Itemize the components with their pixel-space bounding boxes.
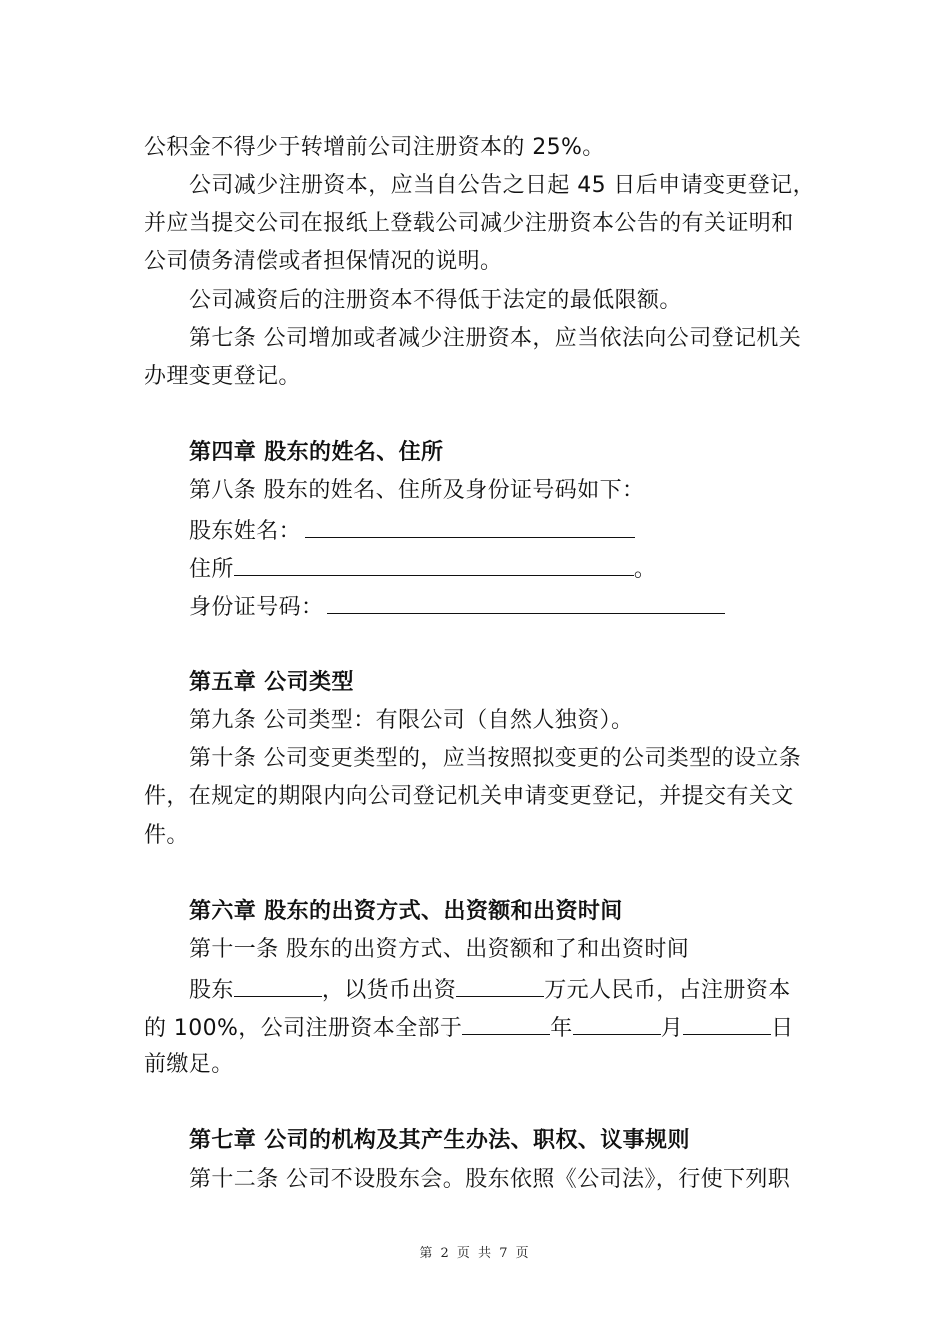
contribution-year-blank bbox=[462, 1012, 550, 1035]
shareholder-address-row bbox=[189, 553, 656, 585]
paragraph-capital-reduction-3: 公司债务清偿或者担保情况的说明。 bbox=[144, 249, 503, 274]
article-10-line-3: 件。 bbox=[144, 823, 189, 848]
article-7-line-2: 办理变更登记。 bbox=[144, 364, 301, 389]
shareholder-id-label: 身份证号码： bbox=[189, 595, 324, 620]
paragraph-reserve-fund: 公积金不得少于转增前公司注册资本的 25%。 bbox=[144, 135, 605, 160]
contribution-currency-label: 万元人民币，占注册资本 bbox=[544, 978, 791, 1003]
article-9: 第九条 公司类型：有限公司（自然人独资）。 bbox=[189, 708, 634, 733]
article-10-line-1: 第十条 公司变更类型的，应当按照拟变更的公司类型的设立条 bbox=[189, 746, 802, 771]
contribution-row-3: 前缴足。 bbox=[144, 1052, 234, 1077]
chapter-6-heading: 第六章 股东的出资方式、出资额和出资时间 bbox=[189, 899, 623, 924]
contribution-shareholder-label: 股东 bbox=[189, 978, 234, 1003]
contribution-shareholder-blank bbox=[234, 974, 322, 997]
contribution-day-blank bbox=[683, 1012, 771, 1035]
article-7-line-1: 第七条 公司增加或者减少注册资本，应当依法向公司登记机关 bbox=[189, 326, 802, 351]
article-12: 第十二条 公司不设股东会。股东依照《公司法》，行使下列职 bbox=[189, 1167, 791, 1192]
shareholder-name-label: 股东姓名： bbox=[189, 519, 302, 544]
shareholder-name-blank bbox=[305, 515, 635, 538]
contribution-row-2 bbox=[144, 1012, 794, 1044]
chapter-4-heading: 第四章 股东的姓名、住所 bbox=[189, 440, 444, 465]
contribution-row-1 bbox=[189, 974, 791, 1006]
contribution-month-label: 月 bbox=[660, 1016, 684, 1041]
contribution-month-blank bbox=[573, 1012, 661, 1035]
contribution-percent-label: 的 100%，公司注册资本全部于 bbox=[144, 1016, 463, 1041]
contribution-cash-label: ，以货币出资 bbox=[321, 978, 457, 1003]
contribution-amount-blank bbox=[456, 974, 544, 997]
paragraph-minimum-capital: 公司减资后的注册资本不得低于法定的最低限额。 bbox=[189, 288, 682, 313]
shareholder-address-label: 住所 bbox=[189, 557, 234, 582]
shareholder-id-blank bbox=[327, 591, 725, 614]
contribution-year-label: 年 bbox=[550, 1016, 573, 1041]
article-11: 第十一条 股东的出资方式、出资额和了和出资时间 bbox=[189, 937, 690, 962]
chapter-5-heading: 第五章 公司类型 bbox=[189, 670, 354, 695]
chapter-7-heading: 第七章 公司的机构及其产生办法、职权、议事规则 bbox=[189, 1128, 690, 1153]
shareholder-address-end: 。 bbox=[633, 557, 657, 582]
paragraph-capital-reduction-2: 并应当提交公司在报纸上登载公司减少注册资本公告的有关证明和 bbox=[144, 211, 794, 236]
shareholder-id-row bbox=[189, 591, 725, 623]
article-10-line-2: 件，在规定的期限内向公司登记机关申请变更登记，并提交有关文 bbox=[144, 784, 794, 809]
paragraph-capital-reduction-1: 公司减少注册资本，应当自公告之日起 45 日后申请变更登记， bbox=[189, 173, 815, 198]
article-8: 第八条 股东的姓名、住所及身份证号码如下： bbox=[189, 478, 645, 503]
page-footer: 第 2 页 共 7 页 bbox=[419, 1246, 531, 1261]
shareholder-address-blank bbox=[234, 553, 634, 576]
shareholder-name-row bbox=[189, 515, 635, 547]
contribution-day-label: 日 bbox=[771, 1016, 794, 1041]
